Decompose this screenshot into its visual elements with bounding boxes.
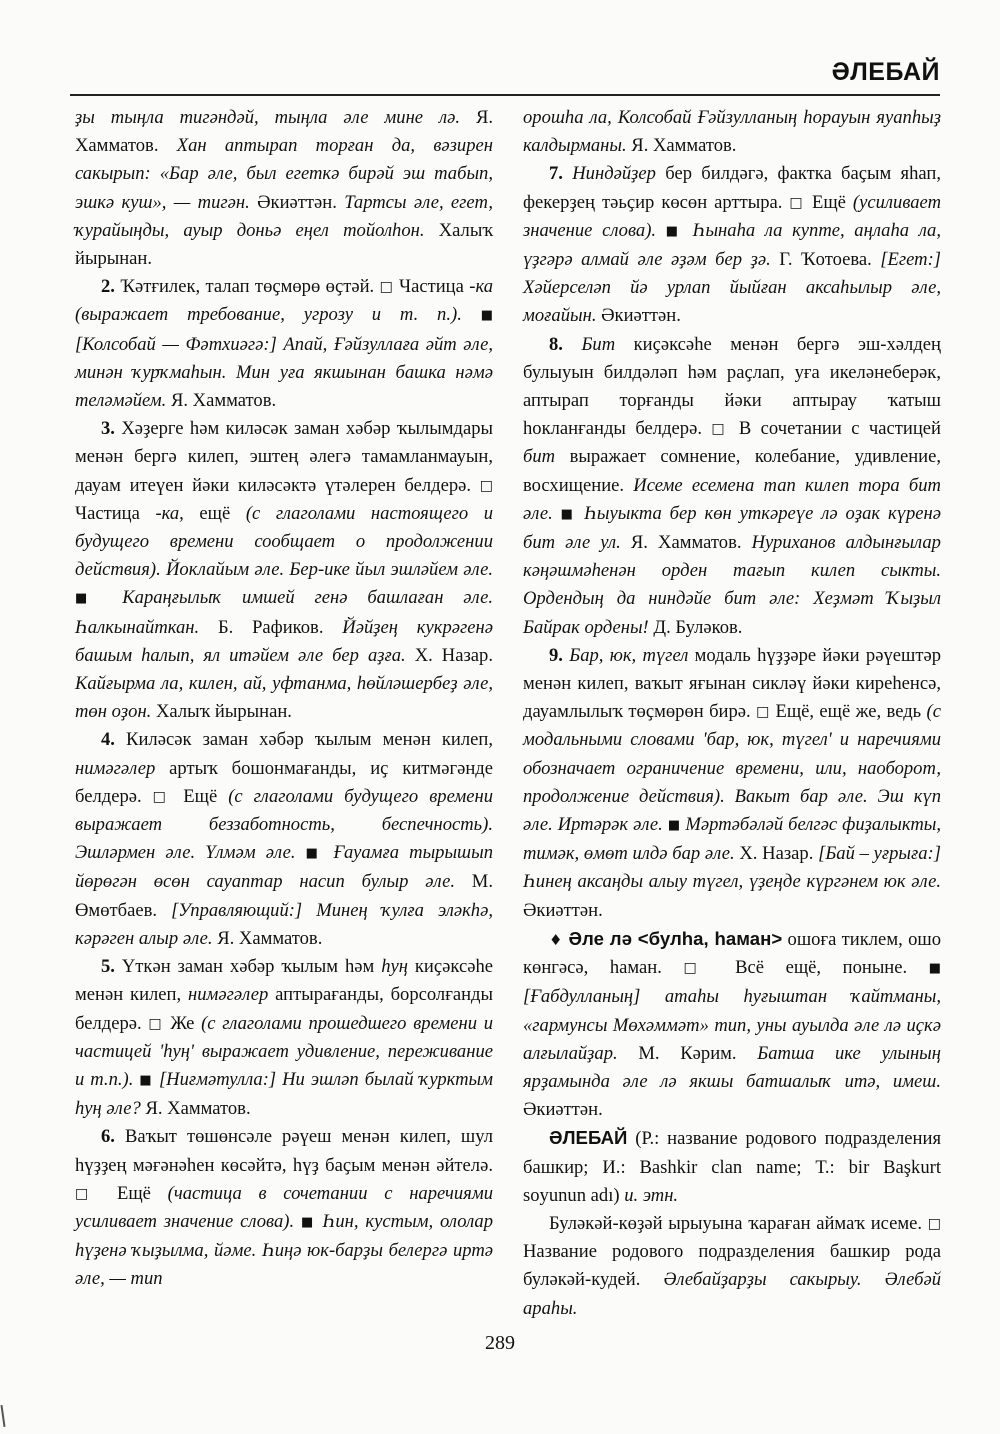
entry-definition: Буләкәй-көҙәй ырыуына ҡараған аймаҡ исеме. □ Название родового подразделения башкир рода буләкәй-кудей. Әлебайҙарҙы сакырыу. Әлебәй араһы.: [523, 1212, 941, 1319]
sense-9: 9. Бар, юк, түгел модаль һүҙҙәре йәки рәүештәр менән килеп, ваҡыт яғынан сикләү йәки киреһенсә, дауамлылыҡ төҫмөрөн бирә. □ Ещё, ещё же, ведь (с модальными словами 'бар, юк, түгел' и наречиями обозначает ограничение времени, или, наоборот, продолжение действия). Вакыт бар әле. Эш күп әле. Иртәрәк әле. ■ Мәртәбәләй белгәс фиҙалыкты, тимәк, өмөт илдә бар әле. Х. Назар. [Бай – уғрыға:] Һинең аксаңды алыу түгел, үҙеңде күргәнем юк әле. Әкиәттән.: [523, 644, 941, 921]
sense-8: 8. Бит киҫәксәһе менән бергә эш-хәлдең булыуын билдәләп һәм раҫлап, уға икеләнеберәк, аптырап торғанды йәки аптырау ҡатыш һокланғанды белдерә. □ В сочетании с частицей бит выражает сомнение, колебание, удивление, восхищение. Исеме есемена тап килеп тора бит әле. ■ Һыуыкта бер көн уткәреүе лә оҙак күренә бит әле ул. Я. Хамматов. Нуриханов алдынғылар кәңәшмәһенән орден тағып килеп сыкты. Ордендың да ниндәйе бит әле: Хеҙмәт Ҡыҙыл Байрак ордены! Д. Буләков.: [523, 333, 941, 638]
example-marker: ■: [560, 506, 577, 522]
example-marker: ■: [139, 1072, 153, 1088]
sense-4: 4. Киләсәк заман хәбәр ҡылым менән килеп, нимәгәлер артыҡ бошонмағанды, иҫ китмәгәнде белдерә. □ Ещё (с глаголами будущего времени выражает беззаботность, беспечность). Эшләрмен әле. Үлмәм әле. ■ Ғауамға тырышып йөрөгән өсөн сауаптар насип булыр әле. М. Өмөтбаев. [Управляющий:] Минең ҡулға эләкһә, кәрәген алыр әле. Я. Хамматов.: [75, 729, 493, 949]
square-marker: □: [927, 1215, 941, 1232]
example-marker: ■: [928, 961, 942, 977]
example-marker: ■: [301, 1214, 316, 1230]
example-marker: ■: [480, 308, 493, 324]
sense-5: 5. Үткән заман хәбәр ҡылым һәм һуң киҫәксәһе менән килеп, нимәгәлер аптырағанды, борсолғанды белдерә. □ Же (с глаголами прошедшего времени и частицей 'һуң' выражает удивление, переживание и т.п.). ■ [Ниғмәтулла:] Ни эшләп былай ҡурктым һуң әле? Я. Хамматов.: [75, 956, 494, 1120]
header-entry-word: ӘЛЕБАЙ: [831, 58, 940, 86]
square-marker: □: [379, 279, 394, 296]
headword: ӘЛЕБАЙ: [549, 1127, 628, 1149]
diamond-icon: ♦: [549, 930, 564, 949]
left-column: [75, 104, 493, 1294]
paragraph-continued: орошһа ла, Колсобай Ғәйзулланың һорауын яуапһыҙ калдырманы. Я. Хамматов.: [523, 107, 941, 157]
page-number: 289: [485, 1332, 515, 1354]
square-marker: □: [756, 704, 771, 721]
square-marker: □: [479, 477, 493, 494]
example-marker: ■: [75, 591, 103, 607]
square-marker: □: [148, 1015, 164, 1032]
square-marker: □: [152, 788, 173, 805]
sense-6: 6. Ваҡыт төшөнсәле рәүеш менән килеп, шул һүҙҙең мәғәнәһен көсәйтә, һүҙ баҫым менән әйтелә. □ Ещё (частица в сочетании с наречиями усиливает значение слова). ■ Һин, кустым, ололар һүҙенә ҡыҙылма, йәме. Һиңә юк-барҙы белергә иртә әле, — тип: [75, 1126, 493, 1290]
idiom-subentry: ♦ Әле лә <булһа, һаман> ошоға тиклем, ошо көнгәсә, һаман. □ Всё ещё, поныне. ■ [Ғабдулланың] атаһы һуғыштан ҡайтманы, «гармунсы Мөхәммәт» тип, уны ауылда әле лә иҫкә алғылайҙар. М. Кәрим. Батша ике улының ярҙамында әле лә якшы батшалыҡ итә, имеш. Әкиәттән.: [523, 927, 942, 1121]
scan-mark: [0, 1405, 5, 1427]
running-header: [70, 52, 940, 96]
sense-2: 2. Ҡәтғилек, талап төҫмөрө өҫтәй. □ Частица -ка (выражает требование, угрозу и т. п.). ■ [Колсобай — Фәтхиәгә:] Апай, Ғәйзуллаға әйт әле, минән ҡурҡмаһын. Мин уға якшынан башка нәмә теләмәйем. Я. Хамматов.: [75, 276, 493, 412]
paragraph-continued: ҙы тыңла тигәндәй, тыңла әле мине лә. Я. Хамматов. Хан аптырап торған да, вәзирен сакырып: «Бар әле, был егеткә бирәй эш табып, эшкә куш», — тигән. Әкиәттән. Тартсы әле, егет, ҡурайыңды, ауыр доньә еңел тойолһон. Халыҡ йырынан.: [75, 107, 494, 270]
square-marker: □: [683, 960, 714, 977]
example-marker: ■: [667, 818, 681, 834]
sense-7: 7. Ниндәйҙер бер билдәгә, фактка баҫым яһап, фекерҙең тәьҫир көсөн арттыра. □ Ещё (усиливает значение слова). ■ Һынаһа ла купте, аңлаһа ла, үҙгәрә алмай әле әҙәм бер ҙә. Г. Ҡотоева. [Егет:] Хәйерселәп йә урлап йыйған аксаһылыр әле, моғайын. Әкиәттән.: [523, 163, 941, 327]
headword-entry: ӘЛЕБАЙ (Р.: название родового подразделения башкир; И.: Bashkir clan name; Т.: bir Başkurt soyunun adı) и. этн.: [523, 1127, 941, 1206]
square-marker: □: [789, 194, 805, 211]
example-marker: ■: [665, 223, 683, 239]
sense-3: 3. Хәҙерге һәм киләсәк заман хәбәр ҡылымдары менән бергә килеп, эштең әлегә тамамланмауын, дауам итеүен йәки киләсәктә үтәлерен белдерә. □ Частица -ка, ещё (с глаголами настоящего и будущего времени сообщает о продолжении действия). Йоклайым әле. Бер-ике йыл эшләйем әле. ■ Караңғылыҡ имшей генә башлаған әле. Һалкынайткан. Б. Рафиков. Йәйҙең кукрәгенә башым һалып, ял итәйем әле бер аҙға. Х. Назар. Кайғырма ла, килен, ай, уфтанма, һөйләшербеҙ әле, төн оҙон. Халыҡ йырынан.: [75, 418, 493, 723]
square-marker: □: [711, 421, 730, 438]
right-column: [523, 104, 941, 1323]
example-marker: ■: [305, 846, 324, 862]
square-marker: □: [75, 1185, 101, 1202]
